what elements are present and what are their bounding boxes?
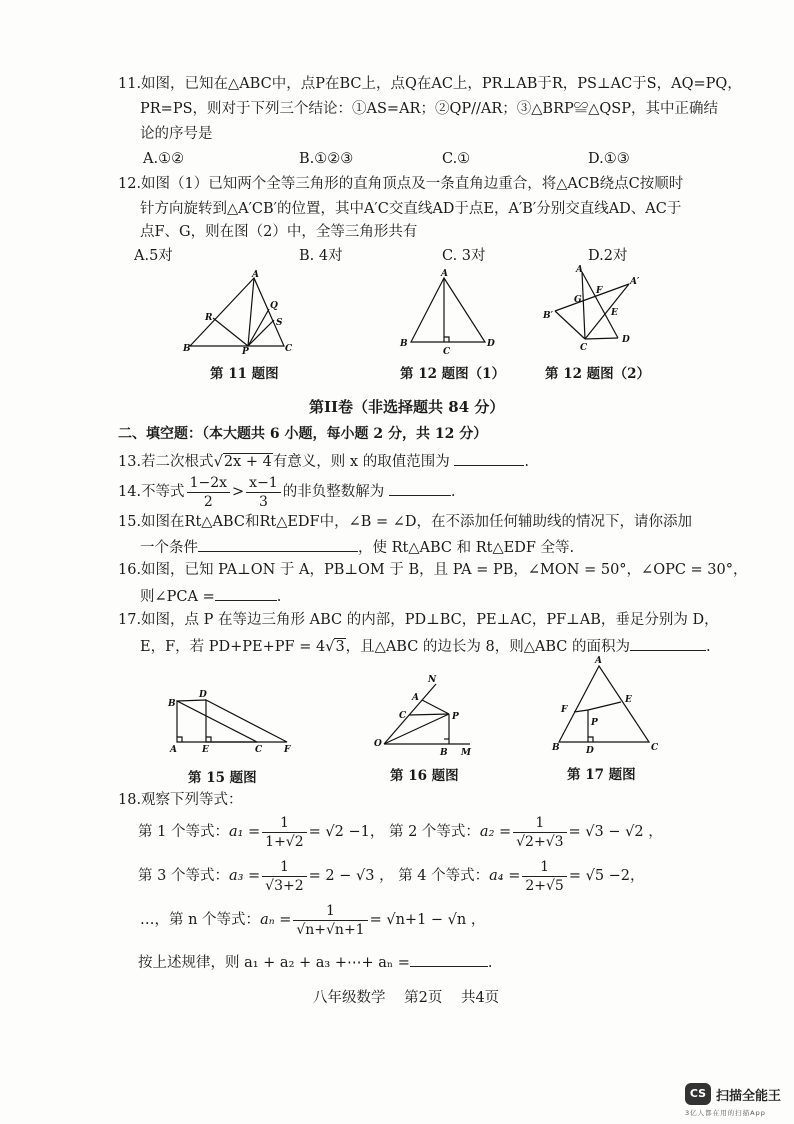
- q17-end: .: [706, 639, 711, 655]
- f11-label-s: S: [276, 318, 283, 328]
- f15-label-e: E: [202, 745, 209, 755]
- q14-num1: 1−2x: [187, 474, 230, 493]
- q18-eq4-num: 1: [522, 858, 566, 877]
- figure-17: [545, 652, 665, 758]
- q11-option-d: D.①③: [588, 151, 630, 167]
- caption-fig15: 第 15 题图: [188, 770, 257, 786]
- figure-11: [180, 270, 295, 355]
- scanner-watermark: [685, 1083, 781, 1105]
- q13-answer-blank[interactable]: [454, 449, 524, 466]
- f17-label-b: B: [552, 743, 560, 753]
- q18-final-pre: 按上述规律，则 a₁ + a₂ + a₃ +⋯+ aₙ =: [138, 955, 410, 971]
- q18-eq-row-n: [140, 900, 485, 940]
- caption-fig17: 第 17 题图: [567, 767, 636, 783]
- f12b-label-c: C: [580, 343, 588, 353]
- f15-label-a: A: [170, 745, 177, 755]
- f12b-label-d: D: [622, 335, 630, 345]
- q15-line2-pre: 一个条件: [140, 540, 198, 556]
- q18-eq1-lhs: a₁ =: [228, 824, 261, 840]
- f17-label-a: A: [595, 656, 602, 666]
- scanner-tagline: 3亿人都在用的扫描App: [685, 1109, 766, 1117]
- q18-eq4-label: 第 4 个等式：: [398, 868, 490, 884]
- section-fill-blank: 二、填空题：（本大题共 6 小题，每小题 2 分，共 12 分）: [118, 426, 488, 442]
- q18-eq1-label: 第 1 个等式：: [138, 824, 229, 840]
- q18-title: 18.观察下列等式：: [118, 792, 243, 808]
- f12a-label-b: B: [400, 339, 408, 349]
- f12b-label-g: G: [574, 295, 582, 305]
- f11-label-q: Q: [270, 301, 278, 311]
- q13: [118, 449, 529, 472]
- q18-eqn-den: √n+√n+1: [296, 921, 365, 938]
- q13-pre: 13.若二次根式: [118, 454, 214, 470]
- q18-answer-blank[interactable]: [410, 950, 488, 967]
- q18-eqn-label: …，第 n 个等式：: [140, 912, 261, 928]
- q12-option-d: D.2对: [588, 248, 628, 264]
- q14-den2: 3: [258, 493, 268, 510]
- f11-label-r: R: [205, 313, 213, 323]
- q18-eq1-rhs: = √2 −1，: [308, 824, 385, 840]
- q14-gt: >: [232, 484, 245, 500]
- q18-final-end: .: [487, 955, 493, 971]
- footer-total: 共4页: [460, 990, 500, 1006]
- f12b-label-e: E: [611, 308, 618, 318]
- q18-eq2-num: 1: [513, 814, 566, 833]
- q18-eq1-den: 1+√2: [265, 833, 304, 850]
- q18-eq4-den: 2+√5: [525, 877, 564, 894]
- f16-label-b: B: [440, 748, 448, 758]
- f16-label-n: N: [428, 675, 437, 685]
- q18-eq2-lhs: a₂ =: [479, 824, 512, 840]
- q18-eq3-num: 1: [262, 858, 306, 877]
- q11-option-a: A.①②: [143, 151, 185, 167]
- f11-label-c: C: [285, 344, 293, 354]
- scanner-logo-icon: CS: [685, 1083, 711, 1105]
- f15-label-d: D: [199, 690, 207, 700]
- figure-15: [160, 686, 300, 756]
- q18-eq4-fraction: [522, 858, 566, 895]
- q18-eq1-fraction: [262, 814, 306, 851]
- q18-eqn-num: 1: [293, 902, 367, 921]
- q12-line3: 点F、G，则在图（2）中，全等三角形共有: [140, 224, 418, 240]
- q13-radicand: 2x + 4: [223, 454, 272, 470]
- q13-end: .: [524, 454, 529, 470]
- q14-answer-blank[interactable]: [389, 479, 451, 496]
- q14-end: .: [450, 484, 456, 500]
- q17-line2-post: ，且△ABC 的边长为 8，则△ABC 的面积为: [345, 639, 631, 655]
- f12b-label-b-prime: B′: [543, 311, 553, 321]
- f11-label-a: A: [252, 270, 259, 280]
- q18-eqn-lhs: aₙ =: [260, 912, 292, 928]
- q15-answer-blank[interactable]: [198, 535, 358, 552]
- q15-line2-post: ，使 Rt△ABC 和 Rt△EDF 全等.: [358, 540, 575, 556]
- q14: [118, 472, 455, 512]
- footer-subject: 八年级数学: [313, 990, 386, 1006]
- footer: [313, 988, 499, 1008]
- f15-label-b: B: [168, 699, 176, 709]
- part2-title: 第II卷（非选择题共 84 分）: [309, 398, 505, 416]
- q16-line1: 16.如图，已知 PA⊥ON 于 A，PB⊥OM 于 B，且 PA = PB，∠MON = 50°，∠OPC = 30°，: [118, 562, 748, 578]
- q17-radical-sign: √: [325, 639, 335, 655]
- q15-line2: [140, 535, 574, 558]
- f15-label-f: F: [284, 745, 291, 755]
- q14-pre: 14.不等式: [118, 484, 185, 500]
- q16-answer-blank[interactable]: [215, 584, 277, 601]
- f11-label-p: P: [242, 347, 249, 355]
- caption-fig11: 第 11 题图: [210, 366, 279, 382]
- q17-radicand: 3: [335, 639, 345, 655]
- q18-eqn-rhs: = √n+1 − √n ，: [369, 912, 486, 928]
- f12a-label-c: C: [443, 347, 451, 356]
- q11-line3: 论的序号是: [140, 126, 213, 142]
- f16-label-p: P: [452, 712, 459, 722]
- q18-eq3-den: √3+2: [265, 877, 304, 894]
- f11-label-b: B: [183, 344, 191, 354]
- q18-eq3-label: 第 3 个等式：: [138, 868, 229, 884]
- q18-eq3-lhs: a₃ =: [228, 868, 261, 884]
- f12a-label-d: D: [487, 339, 495, 349]
- q14-num2: x−1: [246, 474, 281, 493]
- q18-eq4-rhs: = √5 −2，: [568, 868, 645, 884]
- q15-line1: 15.如图在Rt△ABC和Rt△EDF中，∠B = ∠D，在不添加任何辅助线的情况下，请你添加: [118, 514, 693, 530]
- q18-eq3-fraction: [262, 858, 306, 895]
- q18-final: [138, 950, 493, 973]
- caption-fig12a: 第 12 题图（1）: [400, 366, 506, 382]
- q12-option-c: C. 3对: [442, 248, 486, 264]
- q17-line1: 17.如图，点 P 在等边三角形 ABC 的内部，PD⊥BC，PE⊥AC，PF⊥AB，垂足分别为 D，: [118, 612, 719, 628]
- q18-eq-row-1: [138, 812, 663, 852]
- f17-label-d: D: [586, 746, 594, 756]
- q12-option-a: A.5对: [134, 248, 173, 264]
- q11-line1: 11.如图，已知在△ABC中，点P在BC上，点Q在AC上，PR⊥AB于R，PS⊥AC于S，AQ=PQ，: [118, 76, 742, 92]
- q11-line2: PR=PS，则对于下列三个结论：①AS=AR；②QP//AR；③△BRP≌△QSP，其中正确结: [140, 101, 718, 117]
- q18-eq2-rhs: = √3 − √2 ，: [568, 824, 663, 840]
- f17-label-f: F: [561, 705, 568, 715]
- q18-eq2-label: 第 2 个等式：: [388, 824, 480, 840]
- q18-eq4-lhs: a₄ =: [489, 868, 521, 884]
- q18-eq1-num: 1: [262, 814, 306, 833]
- f12b-label-f: F: [596, 286, 603, 296]
- q18-eq2-fraction: [513, 814, 566, 851]
- q12-line1: 12.如图（1）已知两个全等三角形的直角顶点及一条直角边重合，将△ACB绕点C按顺时: [118, 176, 684, 192]
- scanner-app-name: 扫描全能王: [716, 1088, 782, 1104]
- f17-label-e: E: [625, 695, 632, 705]
- q17-line2-pre: E，F，若 PD+PE+PF = 4: [140, 639, 326, 655]
- f12b-label-a-prime: A′: [630, 277, 640, 287]
- f16-label-a: A: [412, 693, 419, 703]
- caption-fig12b: 第 12 题图（2）: [545, 366, 651, 382]
- q14-fraction-2: [246, 474, 281, 511]
- q16-line2: [140, 584, 281, 607]
- q12-option-b: B. 4对: [299, 248, 343, 264]
- q13-post: 有意义，则 x 的取值范围为: [272, 454, 450, 470]
- q16-end: .: [276, 589, 282, 605]
- q14-den1: 2: [203, 493, 213, 510]
- f16-label-c: C: [399, 711, 407, 721]
- q13-radical-sign: √: [213, 454, 223, 470]
- f12a-label-a: A: [441, 269, 448, 279]
- q18-eqn-fraction: [293, 902, 367, 939]
- f17-label-p: P: [591, 718, 598, 728]
- footer-page: 第2页: [404, 990, 443, 1006]
- f17-label-c: C: [651, 743, 659, 753]
- q18-eq2-den: √2+√3: [516, 833, 564, 850]
- f16-label-o: O: [374, 739, 382, 749]
- q14-post: 的非负整数解为: [282, 484, 385, 500]
- q11-option-c: C.①: [442, 151, 471, 167]
- q11-option-b: B.①②③: [299, 151, 354, 167]
- f16-label-m: M: [461, 748, 471, 758]
- q18-eq3-rhs: = 2 − √3 ，: [308, 868, 394, 884]
- figure-12-2: [538, 262, 648, 354]
- q12-line2: 针方向旋转到△A′CB′的位置，其中A′C交直线AD于点E，A′B′分别交直线AD、AC于: [140, 201, 682, 217]
- q14-fraction-1: [187, 474, 230, 511]
- figure-16: [370, 672, 480, 758]
- q16-line2-pre: 则∠PCA =: [140, 589, 215, 605]
- q18-eq-row-2: [138, 856, 645, 896]
- q17-answer-blank[interactable]: [630, 634, 706, 651]
- caption-fig16: 第 16 题图: [390, 768, 459, 784]
- f15-label-c: C: [255, 745, 263, 755]
- f12b-label-a: A: [576, 265, 583, 275]
- figure-12-1: [395, 268, 505, 356]
